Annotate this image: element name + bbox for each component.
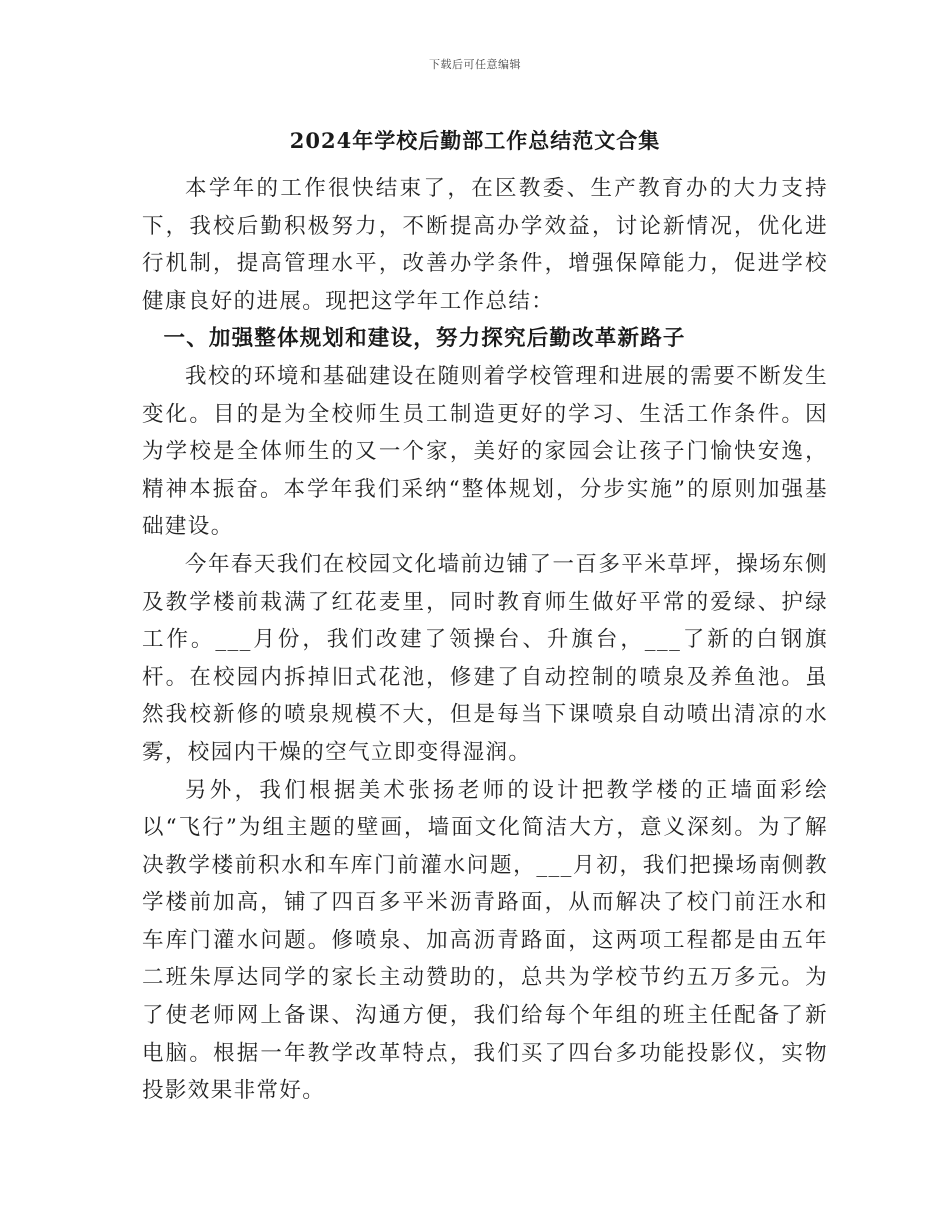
section-heading-1: 一、加强整体规划和建设，努力探究后勤改革新路子 [163, 326, 686, 352]
document-title: 2024年学校后勤部工作总结范文合集 [289, 128, 661, 153]
page-header-note: 下载后可任意编辑 [429, 58, 521, 71]
body-paragraph-3: 另外，我们根据美术张扬老师的设计把教学楼的正墙面彩绘以“飞行”为组主题的壁画，墙面文化简洁大方，意义深刻。为了解决教学楼前积水和车库门前灌水问题，___月初，我们把操场南侧教学楼前加高，铺了四百多平米沥青路面，从而解决了校门前汪水和车库门灌水问题。修喷泉、加高沥青路面，这两项工程都是由五年二班朱厚达同学的家长主动赞助的，总共为学校节约五万多元。为了使老师网上备课、沟通方便，我们给每个年组的班主任配备了新电脑。根据一年教学改革特点，我们买了四台多功能投影仪，实物投影效果非常好。 [142, 777, 828, 1104]
intro-paragraph: 本学年的工作很快结束了，在区教委、生产教育办的大力支持下，我校后勤积极努力，不断提高办学效益，讨论新情况，优化进行机制，提高管理水平，改善办学条件，增强保障能力，促进学校健康良好的进展。现把这学年工作总结： [142, 176, 828, 314]
body-paragraph-2: 今年春天我们在校园文化墙前边铺了一百多平米草坪，操场东侧及教学楼前栽满了红花麦里，同时教育师生做好平常的爱绿、护绿工作。___月份，我们改建了领操台、升旗台，___了新的白钢旗杆。在校园内拆掉旧式花池，修建了自动控制的喷泉及养鱼池。虽然我校新修的喷泉规模不大，但是每当下课喷泉自动喷出清凉的水雾，校园内干燥的空气立即变得湿润。 [142, 551, 828, 765]
body-paragraph-1: 我校的环境和基础建设在随则着学校管理和进展的需要不断发生变化。目的是为全校师生员工制造更好的学习、生活工作条件。因为学校是全体师生的又一个家，美好的家园会让孩子门愉快安逸，精神本振奋。本学年我们采纳“整体规划，分步实施”的原则加强基础建设。 [142, 363, 828, 540]
document-body [142, 170, 828, 1110]
